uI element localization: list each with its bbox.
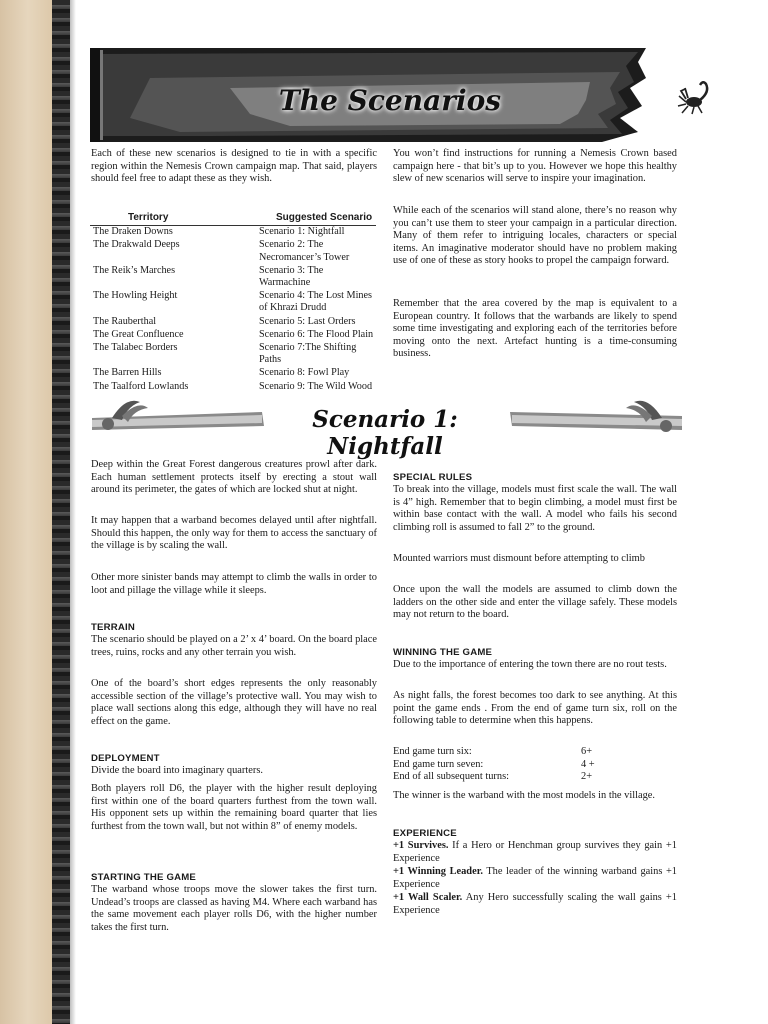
deployment-paragraph: Divide the board into imaginary quarters. (91, 765, 263, 776)
scenario-cell: Scenario 6: The Flood Plain (259, 328, 374, 340)
scenario-paragraph: Deep within the Great Forest dangerous creatures prowl after dark. Each human settlement protects itself by erecting a stout wall around its perimeter, the gates of which are locked shut at night. (91, 459, 377, 496)
table-row (90, 290, 376, 315)
table-row (90, 342, 376, 367)
experience-text: If a Hero or Henchman group survives they gain +1 Experience (393, 840, 677, 864)
territory-cell: The Draken Downs (93, 226, 173, 238)
experience-item (393, 892, 677, 917)
territory-cell: The Rauberthal (93, 315, 157, 327)
experience-text: Any Hero successfully scaling the wall gains +1 Experience (393, 892, 677, 916)
winning-paragraph: As night falls, the forest becomes too dark to see anything. At this point the game ends . From the end of game turn six, roll on the following table to determine when this happens. (393, 690, 677, 727)
scenario-paragraph: It may happen that a warband becomes delayed until after nightfall. Should this happen, the only way for them to access the sanctuary of the village is by scaling the wall. (91, 515, 377, 552)
intro-paragraph: Remember that the area covered by the map is equivalent to a European country. It follows that the warbands are likely to spend some time investigating and exploring each of the territories before moving onto the next. Artefact hunting is a time-consuming business. (393, 298, 677, 360)
scenario-paragraph: Other more sinister bands may attempt to climb the walls in order to loot and pillage the village while it sleeps. (91, 572, 377, 596)
special-rules-paragraph: Once upon the wall the models are assumed to climb down the ladders on the other side and enter the village safely. These models may not return to the board. (393, 584, 677, 621)
intro-paragraph: You won’t find instructions for running a Nemesis Crown based campaign here - that bit’s up to you. However we hope this healthy slew of new scenarios will serve to inspire your imagination. (393, 148, 677, 185)
end-game-value: 6+ (581, 746, 593, 757)
end-game-row (393, 746, 613, 759)
starting-paragraph: The warband whose troops move the slower takes the first turn. Undead’s troops are classed as having M4. Where each warband has the same movement each player rolls D6, with the higher number takes the first turn. (91, 884, 377, 933)
territory-cell: The Barren Hills (93, 367, 162, 379)
scenario-cell: Scenario 7:The Shifting Paths (259, 342, 357, 366)
deployment-paragraph: Both players roll D6, the player with the higher result deploying first within one of the board quarters furthest from the town wall. His opponent sets up within the remaining board quarter that lies furthest from the town wall, but not within 8” of enemy models. (91, 783, 377, 832)
starting-heading: STARTING THE GAME (91, 872, 197, 883)
territory-cell: The Great Confluence (93, 328, 184, 340)
page-shadow (70, 0, 76, 1024)
scorpion-icon (676, 80, 716, 116)
intro-paragraph: While each of the scenarios will stand alone, there’s no reason why you can’t use them to steer your campaign in a particular direction. Many of them refer to intriguing locales, characters or special items. An imaginative moderator should have no problem making use of one of these as story hooks to propel the campaign forward. (393, 205, 677, 267)
scenario-cell: Scenario 3: The Warmachine (259, 264, 324, 289)
terrain-heading: TERRAIN (91, 622, 136, 633)
intro-paragraph: Each of these new scenarios is designed to tie in with a specific region within the Nemesis Crown campaign map. That said, players should feel free to adapt these as they wish. (91, 148, 377, 185)
table-row (90, 329, 376, 342)
column-header-territory: Territory (90, 212, 256, 226)
end-game-label: End game turn six: (393, 746, 472, 757)
page-title: The Scenarios (278, 84, 502, 117)
scenario-cell: Scenario 9: The Wild Wood (259, 380, 373, 392)
territory-table (90, 212, 376, 394)
end-game-value: 2+ (581, 771, 593, 783)
terrain-paragraph: One of the board’s short edges represents the only reasonably accessible section of the village’s protective wall. You may wish to place wall sections along this edge, although they will have no real effect on the game. (91, 678, 377, 727)
experience-bold: +1 Winning Leader. (393, 866, 483, 877)
scenario-cell: Scenario 4: The Lost Mines of Khrazi Drudd (259, 290, 372, 314)
end-game-label: End of all subsequent turns: (393, 771, 510, 783)
end-game-row (393, 759, 613, 772)
experience-bold: +1 Survives. (393, 840, 449, 851)
experience-bold: +1 Wall Scaler. (393, 892, 463, 903)
special-rules-heading: SPECIAL RULES (393, 472, 473, 483)
end-game-row (393, 771, 613, 784)
table-row (90, 316, 376, 329)
territory-cell: The Howling Height (93, 290, 178, 302)
end-game-value: 4 + (581, 758, 595, 770)
terrain-paragraph: The scenario should be played on a 2’ x 4’ board. On the board place trees, ruins, rocks and any other terrain you wish. (91, 634, 377, 658)
end-game-table (393, 746, 613, 784)
column-header-scenario: Suggested Scenario (256, 212, 376, 226)
territory-cell: The Taalford Lowlands (93, 380, 189, 392)
table-row (90, 239, 376, 264)
table-row (90, 265, 376, 290)
table-row (90, 226, 376, 240)
experience-text: The leader of the winning warband gains +1 Experience (393, 866, 677, 890)
territory-cell: The Drakwald Deeps (93, 239, 180, 251)
deployment-heading: DEPLOYMENT (91, 753, 160, 764)
table-row (90, 367, 376, 380)
experience-heading: EXPERIENCE (393, 828, 457, 839)
territory-cell: The Talabec Borders (93, 342, 178, 354)
scenario-cell: Scenario 2: The Necromancer’s Tower (259, 239, 350, 263)
scenario-cell: Scenario 1: Nightfall (259, 226, 345, 238)
scenario-cell: Scenario 5: Last Orders (259, 315, 356, 327)
binding-edge (52, 0, 70, 1024)
end-game-label: End game turn seven: (393, 758, 484, 770)
territory-cell: The Reik’s Marches (93, 264, 176, 276)
experience-item (393, 840, 677, 865)
winning-heading: WINNING THE GAME (393, 647, 493, 658)
table-header-row (90, 212, 376, 226)
scenario-cell: Scenario 8: Fowl Play (259, 367, 350, 379)
special-rules-paragraph: To break into the village, models must first scale the wall. The wall is 4” high. Remember that to begin climbing, a model must first be within base contact with the wall. A model who fails his second climbing roll is assumed to fall 2” to the ground. (393, 484, 677, 533)
winning-paragraph: Due to the importance of entering the town there are no rout tests. (393, 659, 667, 670)
special-rules-paragraph: Mounted warriors must dismount before attempting to climb (393, 553, 645, 564)
winner-paragraph: The winner is the warband with the most models in the village. (393, 790, 656, 801)
experience-item (393, 866, 677, 891)
scenario-title: Scenario 1: Nightfall (312, 406, 458, 460)
